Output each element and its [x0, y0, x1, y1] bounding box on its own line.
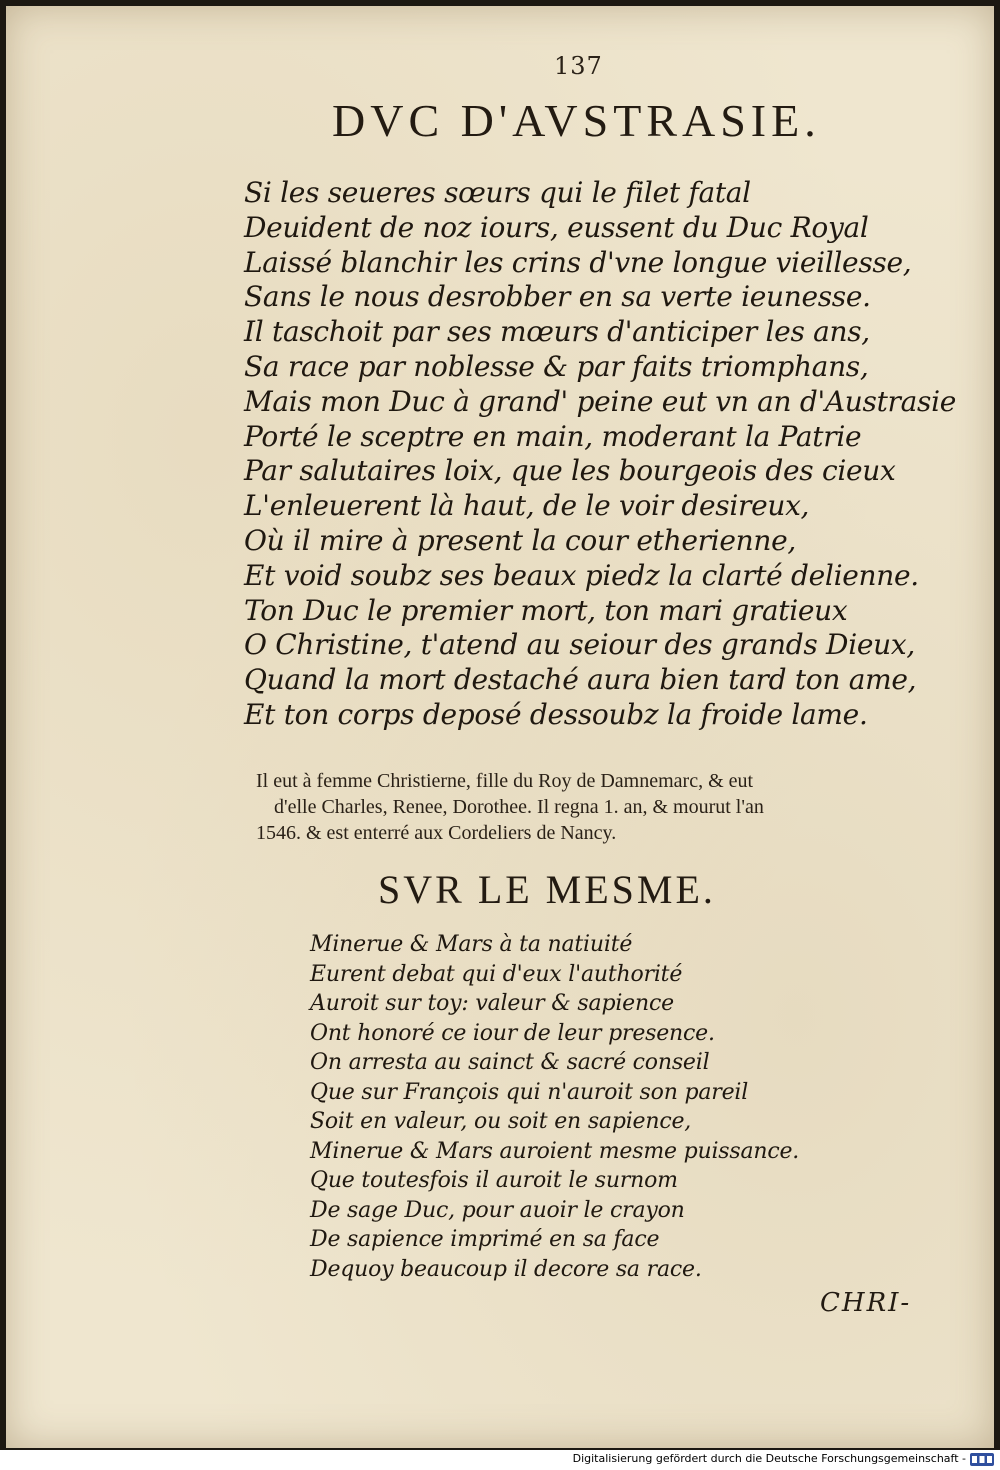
poem-line: Ont honoré ce iour de leur presence.	[310, 1020, 715, 1046]
poem-line: Laissé blanchir les crins d'vne longue vieillesse,	[244, 245, 912, 279]
running-head: DVC D'AVSTRASIE.	[332, 95, 821, 146]
poem-line: De sage Duc, pour auoir le crayon	[310, 1197, 685, 1223]
footer-credit-text: Digitalisierung gefördert durch die Deutsche Forschungsgemeinschaft -	[572, 1452, 966, 1465]
note-line: d'elle Charles, Renee, Dorothee. Il regna 1. an, & mourut l'an	[274, 796, 764, 818]
poem-line: Ton Duc le premier mort, ton mari gratieux	[244, 593, 848, 627]
poem-line: Par salutaires loix, que les bourgeois des cieux	[244, 454, 896, 488]
poem-line: Mais mon Duc à grand' peine eut vn an d'Austrasie	[244, 384, 957, 418]
poem-line: Il taschoit par ses mœurs d'anticiper les ans,	[244, 315, 870, 349]
poem-line: Que sur François qui n'auroit son pareil	[310, 1079, 749, 1105]
poem-line: Et void soubz ses beaux piedz la clarté delienne.	[244, 558, 919, 592]
note-line: Il eut à femme Christierne, fille du Roy de Damnemarc, & eut	[256, 770, 754, 792]
digitization-footer	[0, 1450, 1000, 1470]
book-page	[6, 6, 994, 1448]
catchword: CHRI-	[820, 1288, 912, 1318]
poem	[244, 176, 956, 733]
note-line: 1546. & est enterré aux Cordeliers de Nancy.	[256, 822, 617, 844]
dfg-logo-icon	[970, 1453, 994, 1466]
poem-line: L'enleuerent là haut, de le voir desireux,	[244, 489, 810, 523]
biographical-note	[256, 768, 876, 846]
section-title: SVR LE MESME.	[378, 867, 716, 912]
poem-line: Deuident de noz iours, eussent du Duc Royal	[244, 210, 869, 244]
poem-line: De sapience imprimé en sa face	[310, 1227, 660, 1252]
second-poem	[310, 930, 799, 1284]
poem-line: Auroit sur toy: valeur & sapience	[310, 991, 674, 1016]
page-number: 137	[554, 52, 603, 80]
poem-line: On arresta au sainct & sacré conseil	[310, 1050, 710, 1075]
poem-line: Quand la mort destaché aura bien tard ton ame,	[244, 663, 917, 697]
poem-line: Minerue & Mars à ta natiuité	[310, 932, 633, 957]
poem-line: Sa race par noblesse & par faits triomphans,	[244, 349, 869, 383]
poem-line: Eurent debat qui d'eux l'authorité	[310, 961, 683, 987]
poem-line: Si les seueres sœurs qui le filet fatal	[244, 176, 751, 209]
poem-line: Dequoy beaucoup il decore sa race.	[310, 1256, 702, 1282]
poem-line: Sans le nous desrobber en sa verte ieunesse.	[244, 280, 871, 314]
poem-line: Porté le sceptre en main, moderant la Patrie	[244, 419, 862, 453]
poem-line: O Christine, t'atend au seiour des grands Dieux,	[244, 628, 915, 662]
poem-line: Et ton corps deposé dessoubz la froide lame.	[244, 697, 868, 731]
poem-line: Que toutesfois il auroit le surnom	[310, 1168, 678, 1193]
poem-line: Minerue & Mars auroient mesme puissance.	[310, 1138, 800, 1164]
poem-line: Soit en valeur, ou soit en sapience,	[310, 1109, 692, 1134]
poem-line: Où il mire à present la cour etherienne,	[244, 523, 796, 557]
